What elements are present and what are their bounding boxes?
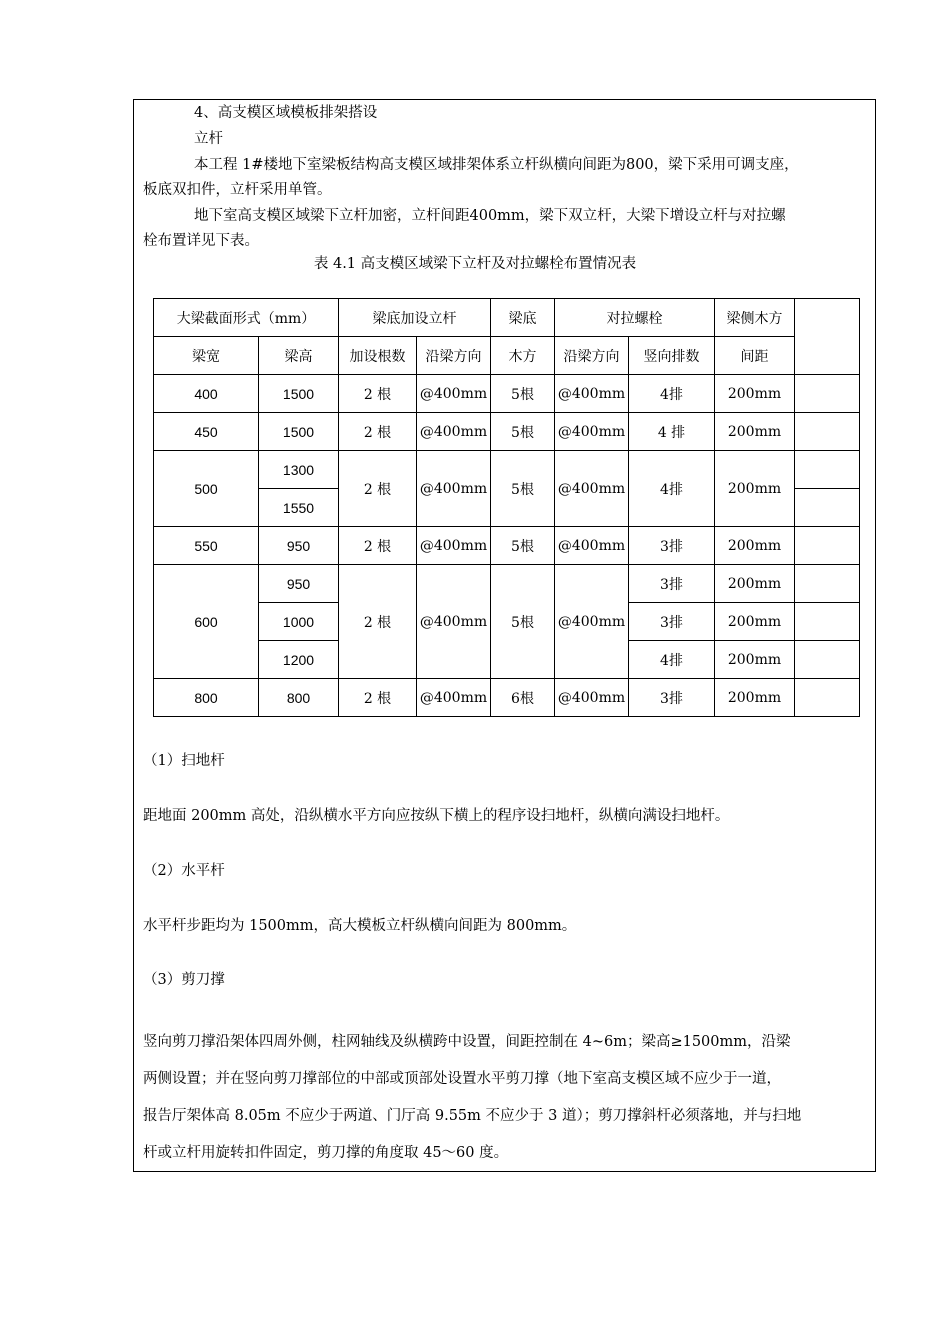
scissor-brace-title: （3）剪刀撑 xyxy=(143,972,225,988)
header-vertical-rows: 竖向排数 xyxy=(629,337,715,375)
cell-bolt: @400mm xyxy=(555,565,629,679)
cell-spacing: 200mm xyxy=(715,603,795,641)
header-spacing: 间距 xyxy=(715,337,795,375)
paragraph-1-line-2: 板底双扣件，立杆采用单管。 xyxy=(143,182,332,198)
cell-along: @400mm xyxy=(417,565,491,679)
cell-height: 950 xyxy=(259,527,339,565)
cell-height: 1300 xyxy=(259,451,339,489)
cell-along: @400mm xyxy=(417,527,491,565)
cell-timber: 5根 xyxy=(491,413,555,451)
cell-count: 2 根 xyxy=(339,451,417,527)
cell-timber: 5根 xyxy=(491,375,555,413)
table-row xyxy=(154,527,860,565)
sweep-pole-text: 距地面 200mm 高处，沿纵横水平方向应按纵下横上的程序设扫地杆，纵横向满设扫地杆。 xyxy=(143,808,730,824)
subheading-poles: 立杆 xyxy=(194,131,223,147)
cell-bolt: @400mm xyxy=(555,527,629,565)
cell-rows: 4排 xyxy=(629,451,715,527)
paragraph-2-line-1: 地下室高支模区域梁下立杆加密，立杆间距400mm，梁下双立杆，大梁下增设立杆与对拉螺 xyxy=(194,208,786,224)
cell-height: 800 xyxy=(259,679,339,717)
cell-timber: 5根 xyxy=(491,565,555,679)
blank-cell xyxy=(795,641,860,679)
cell-rows: 3排 xyxy=(629,565,715,603)
table-caption: 表 4.1 高支模区域梁下立杆及对拉螺栓布置情况表 xyxy=(313,256,637,272)
cell-height: 1000 xyxy=(259,603,339,641)
cell-bolt: @400mm xyxy=(555,375,629,413)
header-section: 大梁截面形式（mm） xyxy=(154,299,339,337)
cell-width: 550 xyxy=(154,527,259,565)
cell-count: 2 根 xyxy=(339,679,417,717)
table-header-row-1 xyxy=(154,299,860,337)
cell-width: 400 xyxy=(154,375,259,413)
scissor-brace-line-1: 竖向剪刀撑沿架体四周外侧，柱网轴线及纵横跨中设置，间距控制在 4~6m；梁高≥1500mm，沿梁 xyxy=(143,1034,791,1050)
cell-height: 1500 xyxy=(259,375,339,413)
cell-width: 500 xyxy=(154,451,259,527)
cell-count: 2 根 xyxy=(339,413,417,451)
cell-along: @400mm xyxy=(417,679,491,717)
cell-along: @400mm xyxy=(417,375,491,413)
cell-rows: 3排 xyxy=(629,679,715,717)
header-extra-poles: 梁底加设立杆 xyxy=(339,299,491,337)
paragraph-2-line-2: 栓布置详见下表。 xyxy=(143,233,259,249)
scissor-brace-line-4: 杆或立杆用旋转扣件固定，剪刀撑的角度取 45～60 度。 xyxy=(143,1145,509,1161)
cell-rows: 3排 xyxy=(629,527,715,565)
sweep-pole-title: （1）扫地杆 xyxy=(143,753,225,769)
cell-rows: 4排 xyxy=(629,375,715,413)
table-row xyxy=(154,565,860,603)
cell-spacing: 200mm xyxy=(715,527,795,565)
cell-rows: 3排 xyxy=(629,603,715,641)
section-heading: 4、高支模区域模板排架搭设 xyxy=(194,105,378,121)
cell-rows: 4排 xyxy=(629,641,715,679)
blank-cell xyxy=(795,299,860,375)
blank-cell xyxy=(795,679,860,717)
cell-rows: 4 排 xyxy=(629,413,715,451)
table-row xyxy=(154,413,860,451)
blank-cell xyxy=(795,527,860,565)
header-bolts: 对拉螺栓 xyxy=(555,299,715,337)
table-row xyxy=(154,451,860,489)
table-row xyxy=(154,679,860,717)
header-count: 加设根数 xyxy=(339,337,417,375)
cell-bolt: @400mm xyxy=(555,413,629,451)
header-height: 梁高 xyxy=(259,337,339,375)
table-header-row-2 xyxy=(154,337,860,375)
cell-count: 2 根 xyxy=(339,375,417,413)
cell-spacing: 200mm xyxy=(715,565,795,603)
blank-cell xyxy=(795,451,860,489)
cell-timber: 5根 xyxy=(491,451,555,527)
cell-width: 450 xyxy=(154,413,259,451)
cell-height: 1500 xyxy=(259,413,339,451)
cell-count: 2 根 xyxy=(339,527,417,565)
cell-width: 600 xyxy=(154,565,259,679)
cell-spacing: 200mm xyxy=(715,413,795,451)
cell-timber: 5根 xyxy=(491,527,555,565)
cell-height: 1200 xyxy=(259,641,339,679)
horizontal-pole-title: （2）水平杆 xyxy=(143,863,225,879)
scissor-brace-line-3: 报告厅架体高 8.05m 不应少于两道、门厅高 9.55m 不应少于 3 道）；剪刀撑斜杆必须落地，并与扫地 xyxy=(143,1108,802,1124)
cell-width: 800 xyxy=(154,679,259,717)
blank-cell xyxy=(795,603,860,641)
header-side-timber: 梁侧木方 xyxy=(715,299,795,337)
horizontal-pole-text: 水平杆步距均为 1500mm，高大模板立杆纵横向间距为 800mm。 xyxy=(143,918,577,934)
header-width: 梁宽 xyxy=(154,337,259,375)
blank-cell xyxy=(795,413,860,451)
cell-height: 950 xyxy=(259,565,339,603)
blank-cell xyxy=(795,565,860,603)
cell-along: @400mm xyxy=(417,413,491,451)
cell-spacing: 200mm xyxy=(715,679,795,717)
header-bottom: 梁底 xyxy=(491,299,555,337)
blank-cell xyxy=(795,489,860,527)
paragraph-1-line-1: 本工程 1#楼地下室梁板结构高支模区域排架体系立杆纵横向间距为800，梁下采用可调支座， xyxy=(194,157,799,173)
cell-spacing: 200mm xyxy=(715,451,795,527)
cell-spacing: 200mm xyxy=(715,641,795,679)
header-timber: 木方 xyxy=(491,337,555,375)
header-along-beam: 沿梁方向 xyxy=(417,337,491,375)
blank-cell xyxy=(795,375,860,413)
table-row xyxy=(154,375,860,413)
cell-count: 2 根 xyxy=(339,565,417,679)
header-bolt-along: 沿梁方向 xyxy=(555,337,629,375)
cell-height: 1550 xyxy=(259,489,339,527)
pole-bolt-table xyxy=(153,298,860,717)
cell-bolt: @400mm xyxy=(555,451,629,527)
cell-spacing: 200mm xyxy=(715,375,795,413)
cell-along: @400mm xyxy=(417,451,491,527)
cell-timber: 6根 xyxy=(491,679,555,717)
scissor-brace-line-2: 两侧设置；并在竖向剪刀撑部位的中部或顶部处设置水平剪刀撑（地下室高支模区域不应少于一道， xyxy=(143,1071,781,1087)
cell-bolt: @400mm xyxy=(555,679,629,717)
